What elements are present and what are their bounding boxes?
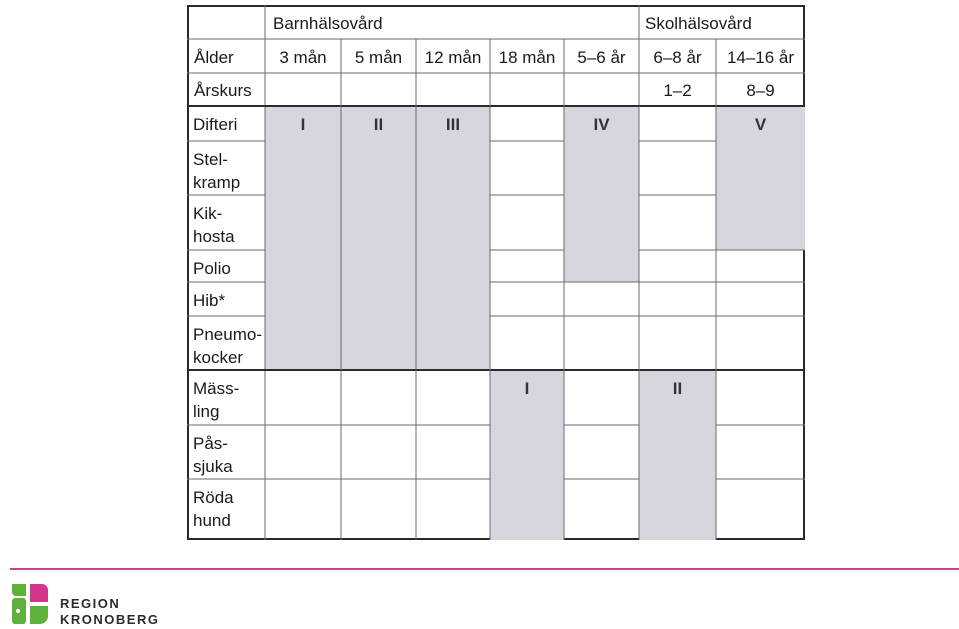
disease-label: kramp [193,173,241,192]
age-cell: 5 mån [354,48,403,67]
dose-label: II [672,379,683,398]
dose-label: I [300,115,306,134]
logo-wordmark [60,596,159,628]
disease-label: Polio [193,259,231,278]
age-cell: 12 mån [424,48,482,67]
age-cell: 5–6 år [577,48,626,67]
group-header-skolhalsovard: Skolhälsovård [645,14,752,33]
grade-cell: 8–9 [746,81,775,100]
dose-block [416,106,490,370]
group-header-barnhalsovard: Barnhälsovård [273,14,383,33]
dose-block [341,106,416,370]
disease-label: Hib* [193,291,226,310]
grade-row-label: Årskurs [194,81,252,100]
disease-label: Röda [193,488,234,507]
disease-label: sjuka [193,457,233,476]
age-row-label: Ålder [194,48,234,67]
disease-label: Kik- [193,204,223,223]
dose-label: I [524,379,530,398]
divider-line [10,568,959,570]
region-kronoberg-logo-icon [10,582,50,626]
dose-label: III [445,115,461,134]
disease-label: hosta [193,227,235,246]
logo-line-2: KRONOBERG [60,612,160,627]
disease-label: Pneumo- [193,325,262,344]
disease-label: Pås- [193,434,228,453]
disease-label: Difteri [193,115,238,134]
dose-label: II [373,115,384,134]
disease-label: hund [193,511,231,530]
dose-block [265,106,341,370]
logo-line-1: REGION [60,596,121,611]
dose-label: IV [593,115,610,134]
age-cell: 3 mån [279,48,327,67]
dose-label: V [754,115,767,134]
grade-cell: 1–2 [663,81,692,100]
age-cell: 6–8 år [653,48,702,67]
vaccination-schedule-table [187,5,805,540]
disease-label: Stel- [193,150,228,169]
disease-label: Mäss- [193,379,240,398]
age-cell: 14–16 år [726,48,795,67]
disease-label: kocker [193,348,244,367]
disease-label: ling [193,402,220,421]
age-cell: 18 mån [498,48,556,67]
